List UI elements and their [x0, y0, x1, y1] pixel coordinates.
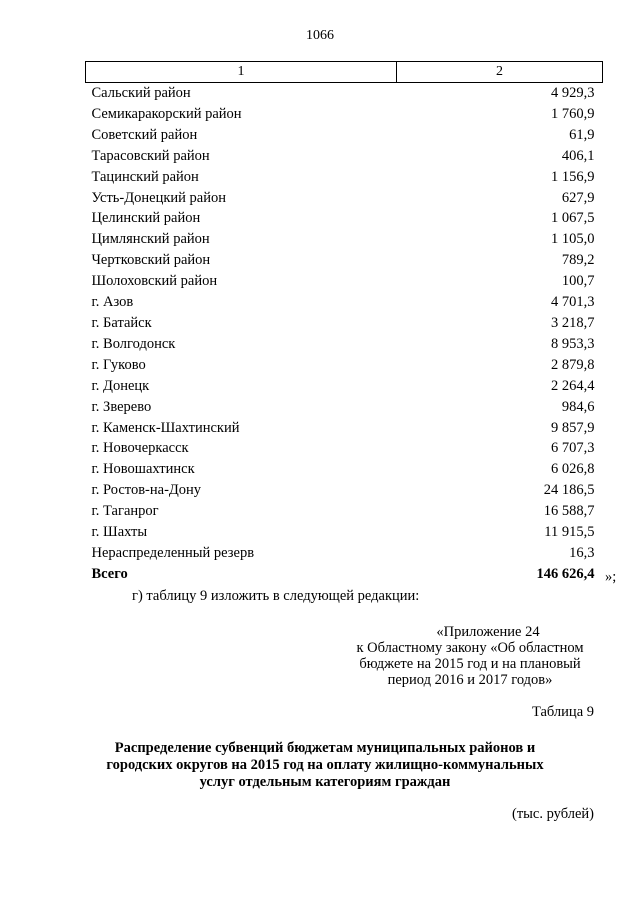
row-value: 1 156,9	[551, 168, 595, 185]
table-row	[86, 83, 603, 104]
total-label: Всего	[91, 565, 128, 582]
instruction-text: г) таблицу 9 изложить в следующей редакции:	[132, 588, 420, 604]
table-row	[86, 480, 603, 501]
table-row	[86, 543, 603, 564]
appendix-reference	[340, 624, 600, 688]
table-row	[86, 418, 603, 439]
row-name: г. Батайск	[91, 314, 152, 331]
row-name: Сальский район	[91, 85, 191, 101]
row-name: Семикаракорский район	[91, 105, 242, 122]
table-row	[86, 167, 603, 188]
row-value: 9 857,9	[551, 419, 595, 436]
row-name: Чертковский район	[91, 252, 211, 269]
table-row	[86, 188, 603, 209]
appendix-line: бюджете на 2015 год и на плановый	[359, 656, 581, 672]
row-value: 8 953,3	[551, 335, 595, 352]
row-value: 11 915,5	[544, 524, 595, 541]
table-label: Таблица 9	[531, 704, 594, 720]
row-name: г. Донецк	[91, 377, 150, 394]
row-value: 100,7	[561, 273, 595, 290]
row-name: г. Шахты	[91, 524, 148, 541]
row-name: Нераспределенный резерв	[91, 544, 255, 561]
appendix-line: к Областному закону «Об областном	[356, 640, 584, 656]
row-name: г. Каменск-Шахтинский	[91, 419, 240, 436]
row-value: 2 264,4	[551, 377, 595, 394]
table-row	[86, 313, 603, 334]
table-row	[86, 292, 603, 313]
heading-line: городских округов на 2015 год на оплату жилищно-коммунальных	[106, 757, 544, 773]
table-row	[86, 397, 603, 418]
row-name: Советский район	[91, 126, 198, 143]
row-value: 4 929,3	[551, 85, 595, 101]
row-value: 789,2	[561, 252, 595, 269]
row-value: 6 026,8	[551, 461, 595, 478]
row-name: г. Азов	[91, 294, 134, 311]
row-name: Тарасовский район	[91, 147, 210, 164]
table-row	[86, 250, 603, 271]
row-value: 3 218,7	[551, 314, 595, 331]
row-name: г. Новошахтинск	[91, 461, 195, 478]
units-label: (тыс. рублей)	[512, 806, 594, 822]
table-row	[86, 355, 603, 376]
row-name: г. Волгодонск	[91, 335, 176, 352]
total-closing-quote: »;	[605, 569, 617, 585]
page-number: 1066	[306, 28, 334, 43]
row-name: Целинский район	[91, 210, 201, 227]
table-row	[86, 522, 603, 543]
row-value: 984,6	[561, 398, 595, 415]
row-value: 406,1	[561, 147, 595, 164]
row-name: г. Гуково	[91, 356, 146, 373]
row-value: 24 186,5	[543, 482, 595, 499]
row-name: г. Зверево	[91, 398, 152, 415]
table-row	[86, 229, 603, 250]
appendix-line: период 2016 и 2017 годов»	[387, 672, 553, 688]
row-name: г. Ростов-на-Дону	[91, 482, 202, 499]
row-value: 16,3	[569, 544, 595, 561]
row-value: 1 105,0	[551, 231, 595, 248]
appendix-line: «Приложение 24	[436, 624, 540, 640]
table-row	[86, 104, 603, 125]
total-value: 146 626,4	[536, 565, 595, 582]
table-row	[86, 146, 603, 167]
row-name: г. Таганрог	[91, 503, 159, 520]
row-value: 1 067,5	[551, 210, 595, 227]
table-row	[86, 271, 603, 292]
row-name: Цимлянский район	[91, 231, 210, 248]
distribution-table	[85, 61, 603, 585]
heading-line: услуг отдельным категориям граждан	[199, 774, 451, 790]
row-value: 627,9	[561, 189, 595, 206]
total-row	[86, 564, 603, 585]
row-name: Тацинский район	[91, 168, 199, 185]
table-header-row	[86, 62, 603, 83]
row-name: г. Новочеркасск	[91, 440, 189, 457]
table-row	[86, 125, 603, 146]
table-row	[86, 208, 603, 229]
row-name: Шолоховский район	[91, 273, 218, 290]
heading-line: Распределение субвенций бюджетам муниципальных районов и	[114, 740, 536, 756]
table-row	[86, 376, 603, 397]
table-row	[86, 438, 603, 459]
column-header-1: 1	[86, 62, 397, 83]
table-row	[86, 459, 603, 480]
row-value: 61,9	[569, 126, 595, 143]
row-name: Усть-Донецкий район	[91, 189, 226, 206]
row-value: 16 588,7	[543, 503, 595, 520]
row-value: 2 879,8	[551, 356, 595, 373]
table-heading	[60, 740, 590, 791]
row-value: 4 701,3	[551, 294, 595, 311]
column-header-2: 2	[397, 62, 603, 83]
table-row	[86, 334, 603, 355]
row-value: 1 760,9	[551, 105, 595, 122]
table-row	[86, 501, 603, 522]
row-value: 6 707,3	[551, 440, 595, 457]
